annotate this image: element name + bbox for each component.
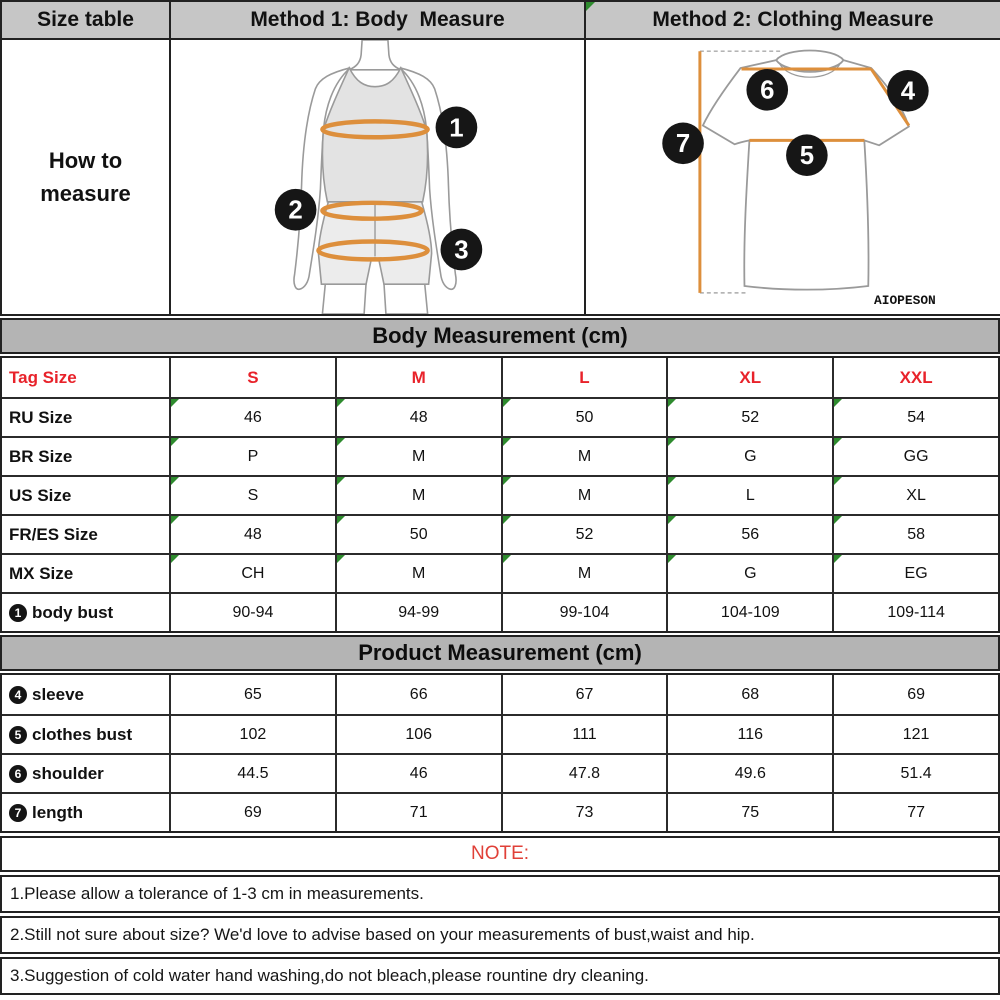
table-cell: 69 — [169, 792, 335, 831]
table-cell: 46 — [169, 397, 335, 436]
row-label-br-size: BR Size — [2, 436, 169, 475]
row-label-sleeve: 4 sleeve — [2, 675, 169, 714]
table-cell: 121 — [832, 714, 998, 753]
table-cell: M — [501, 436, 667, 475]
table-cell: M — [335, 436, 501, 475]
marker-1-icon — [436, 107, 478, 149]
body-diagram-cell — [169, 40, 584, 314]
excel-flag-icon — [171, 477, 179, 485]
note-item-1: 1.Please allow a tolerance of 1-3 cm in measurements. — [0, 875, 1000, 913]
clothing-diagram-cell — [584, 40, 1000, 314]
note-item-2: 2.Still not sure about size? We'd love to advise based on your measurements of bust,waist and hip. — [0, 916, 1000, 954]
table-cell: 49.6 — [666, 753, 832, 792]
excel-flag-icon — [834, 516, 842, 524]
table-cell: 54 — [832, 397, 998, 436]
product-measurement-table — [0, 673, 1000, 833]
svg-text:2: 2 — [288, 196, 303, 225]
column-header-xl: XL — [666, 358, 832, 397]
table-cell: EG — [832, 553, 998, 592]
table-cell: L — [666, 475, 832, 514]
table-cell: 48 — [169, 514, 335, 553]
excel-flag-icon — [668, 516, 676, 524]
row-label-shoulder: 6 shoulder — [2, 753, 169, 792]
table-cell: M — [501, 475, 667, 514]
table-cell: 90-94 — [169, 592, 335, 631]
table-cell: 65 — [169, 675, 335, 714]
excel-flag-icon — [503, 477, 511, 485]
row-label-length: 7 length — [2, 792, 169, 831]
column-header-s: S — [169, 358, 335, 397]
table-cell: CH — [169, 553, 335, 592]
marker-7-icon — [662, 123, 704, 165]
header-method-2: Method 2: Clothing Measure — [584, 2, 1000, 40]
excel-flag-icon — [834, 438, 842, 446]
column-header-l: L — [501, 358, 667, 397]
how-to-measure-cell — [2, 40, 169, 314]
table-cell: 77 — [832, 792, 998, 831]
table-cell: 116 — [666, 714, 832, 753]
table-cell: M — [501, 553, 667, 592]
table-cell: 51.4 — [832, 753, 998, 792]
excel-flag-icon — [834, 399, 842, 407]
svg-text:6: 6 — [760, 76, 775, 105]
excel-flag-icon — [171, 438, 179, 446]
table-cell: G — [666, 553, 832, 592]
row-label-clothes-bust: 5 clothes bust — [2, 714, 169, 753]
table-cell: 67 — [501, 675, 667, 714]
row-label-fr-es-size: FR/ES Size — [2, 514, 169, 553]
body-measurement-banner: Body Measurement (cm) — [0, 318, 1000, 354]
table-cell: 104-109 — [666, 592, 832, 631]
table-cell: GG — [832, 436, 998, 475]
marker-6-icon — [746, 69, 788, 111]
table-cell: 99-104 — [501, 592, 667, 631]
body-neck — [349, 40, 401, 70]
body-measurement-table — [0, 356, 1000, 633]
marker-6-icon: 6 — [9, 765, 27, 783]
table-cell: 52 — [501, 514, 667, 553]
note-heading: NOTE: — [0, 836, 1000, 872]
body-measure-diagram — [171, 40, 584, 314]
marker-5-icon — [786, 134, 828, 176]
excel-flag-icon — [171, 399, 179, 407]
excel-flag-icon — [503, 555, 511, 563]
table-cell: G — [666, 436, 832, 475]
svg-text:3: 3 — [454, 236, 469, 265]
excel-flag-icon — [337, 555, 345, 563]
excel-flag-icon — [834, 555, 842, 563]
table-cell: 58 — [832, 514, 998, 553]
svg-text:7: 7 — [675, 130, 691, 159]
table-cell: 46 — [335, 753, 501, 792]
row-label-mx-size: MX Size — [2, 553, 169, 592]
svg-text:4: 4 — [900, 77, 916, 106]
body-right-leg — [384, 283, 428, 314]
table-cell: 75 — [666, 792, 832, 831]
top-section — [0, 0, 1000, 316]
row-label-body-bust: 1 body bust — [2, 592, 169, 631]
header-method-1: Method 1: Body Measure — [169, 2, 584, 40]
table-cell: 109-114 — [832, 592, 998, 631]
column-header-m: M — [335, 358, 501, 397]
table-cell: 102 — [169, 714, 335, 753]
table-cell: 94-99 — [335, 592, 501, 631]
note-item-3: 3.Suggestion of cold water hand washing,do not bleach,please rountine dry cleaning. — [0, 957, 1000, 995]
marker-7-icon: 7 — [9, 804, 27, 822]
marker-4-icon: 4 — [9, 686, 27, 704]
table-cell: M — [335, 475, 501, 514]
table-cell: 69 — [832, 675, 998, 714]
marker-3-icon — [441, 229, 483, 271]
table-cell: S — [169, 475, 335, 514]
column-header-tag-size: Tag Size — [2, 358, 169, 397]
excel-flag-icon — [503, 516, 511, 524]
table-cell: 47.8 — [501, 753, 667, 792]
table-cell: M — [335, 553, 501, 592]
marker-5-icon: 5 — [9, 726, 27, 744]
excel-flag-icon — [503, 399, 511, 407]
excel-flag-icon — [171, 516, 179, 524]
table-cell: 50 — [335, 514, 501, 553]
marker-2-icon — [275, 189, 317, 231]
excel-flag-icon — [337, 399, 345, 407]
table-cell: 48 — [335, 397, 501, 436]
table-cell: 52 — [666, 397, 832, 436]
excel-flag-icon — [337, 438, 345, 446]
column-header-xxl: XXL — [832, 358, 998, 397]
table-cell: 66 — [335, 675, 501, 714]
body-left-leg — [322, 283, 366, 314]
table-cell: 44.5 — [169, 753, 335, 792]
excel-flag-icon — [503, 438, 511, 446]
table-cell: 73 — [501, 792, 667, 831]
table-cell: 106 — [335, 714, 501, 753]
table-cell: 68 — [666, 675, 832, 714]
row-label-us-size: US Size — [2, 475, 169, 514]
how-to-measure-label: How to measure — [40, 148, 131, 206]
svg-text:1: 1 — [449, 114, 464, 143]
table-cell: 111 — [501, 714, 667, 753]
excel-flag-icon — [668, 477, 676, 485]
excel-flag-icon — [337, 477, 345, 485]
excel-flag-icon — [834, 477, 842, 485]
table-cell: 56 — [666, 514, 832, 553]
tshirt-collar — [776, 50, 843, 60]
excel-flag-icon — [668, 438, 676, 446]
header-size-table: Size table — [2, 2, 169, 40]
row-label-ru-size: RU Size — [2, 397, 169, 436]
marker-1-icon: 1 — [9, 604, 27, 622]
excel-flag-icon — [171, 555, 179, 563]
table-cell: XL — [832, 475, 998, 514]
excel-flag-icon — [586, 2, 595, 11]
excel-flag-icon — [337, 516, 345, 524]
clothing-measure-diagram — [586, 40, 1000, 314]
brand-label: AIOPESON — [874, 292, 936, 308]
table-cell: 50 — [501, 397, 667, 436]
product-measurement-banner: Product Measurement (cm) — [0, 635, 1000, 671]
table-cell: P — [169, 436, 335, 475]
table-cell: 71 — [335, 792, 501, 831]
excel-flag-icon — [668, 555, 676, 563]
excel-flag-icon — [668, 399, 676, 407]
marker-4-icon — [887, 70, 929, 112]
svg-text:5: 5 — [799, 142, 815, 171]
